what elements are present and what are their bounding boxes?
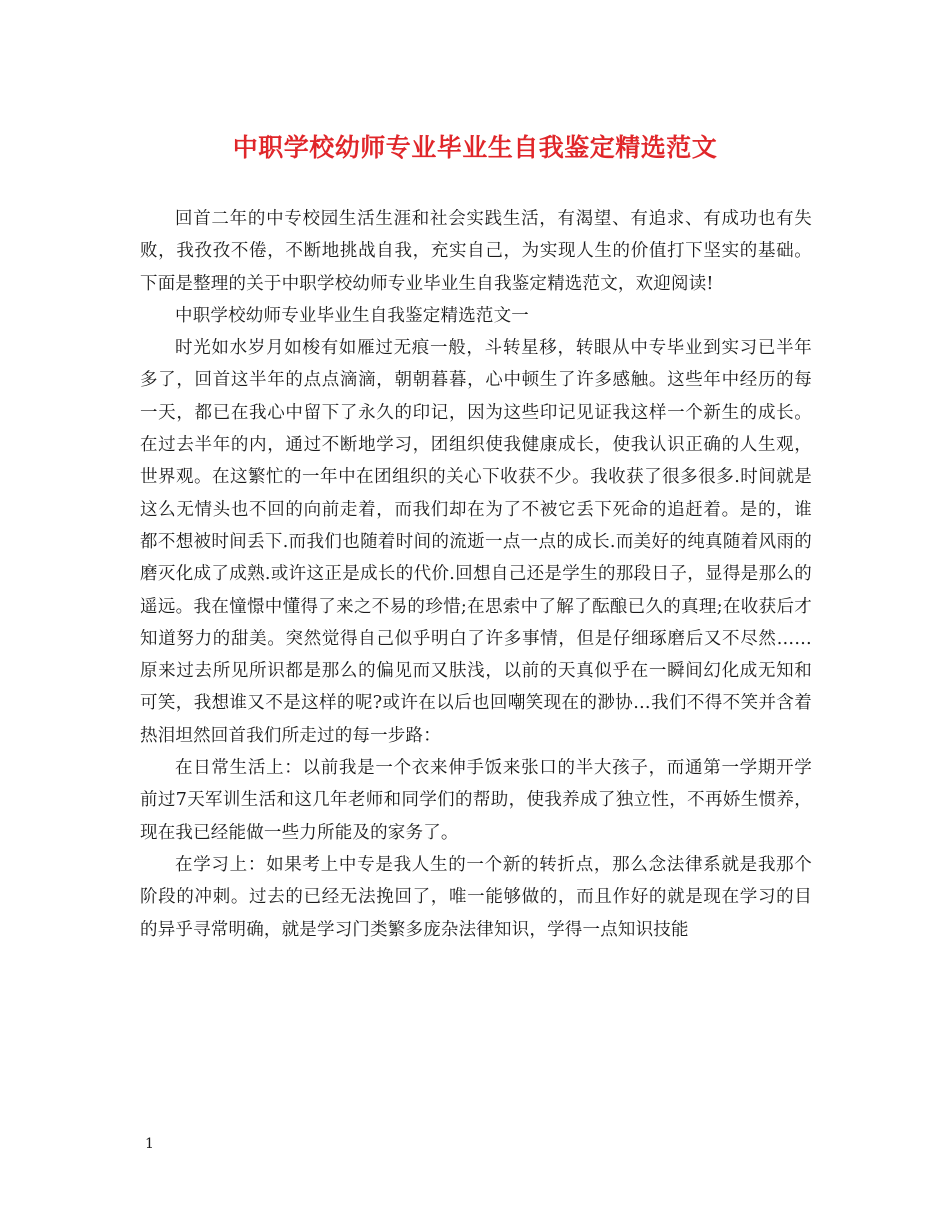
body-paragraph: 时光如水岁月如梭有如雁过无痕一般，斗转星移，转眼从中专毕业到实习已半年多了，回首这半年的点点滴滴，朝朝暮暮，心中顿生了许多感触。这些年中经历的每一天，都已在我心中留下了永久的印记，因为这些印记见证我这样一个新生的成长。在过去半年的内，通过不断地学习，团组织使我健康成长，使我认识正确的人生观，世界观。在这繁忙的一年中在团组织的关心下收获不少。我收获了很多很多.时间就是这么无情头也不回的向前走着，而我们却在为了不被它丢下死命的追赶着。是的，谁都不想被时间丢下.而我们也随着时间的流逝一点一点的成长.而美好的纯真随着风雨的磨灭化成了成熟.或许这正是成长的代价.回想自己还是学生的那段日子，显得是那么的遥远。我在憧憬中懂得了来之不易的珍惜;在思索中了解了酝酿已久的真理;在收获后才知道努力的甜美。突然觉得自己似乎明白了许多事情，但是仔细琢磨后又不尽然……原来过去所见所识都是那么的偏见而又肤浅，以前的天真似乎在一瞬间幻化成无知和可笑，我想谁又不是这样的呢?或许在以后也回嘲笑现在的渺协…我们不得不笑并含着热泪坦然回首我们所走过的每一步路： [140,338,812,746]
document-body [140,203,812,946]
document-title: 中职学校幼师专业毕业生自我鉴定精选范文 [232,133,718,162]
body-paragraph: 在学习上：如果考上中专是我人生的一个新的转折点，那么念法律系就是我那个阶段的冲刺。过去的已经无法挽回了，唯一能够做的，而且作好的就是现在学习的目的异乎寻常明确，就是学习门类繁多庞杂法律知识，学得一点知识技能 [140,854,812,940]
page-number: 1 [145,1136,154,1152]
body-paragraph: 在日常生活上：以前我是一个衣来伸手饭来张口的半大孩子，而通第一学期开学前过7天军训生活和这几年老师和同学们的帮助，使我养成了独立性，不再娇生惯养，现在我已经能做一些力所能及的家务了。 [140,758,812,843]
section-heading: 中职学校幼师专业毕业生自我鉴定精选范文一 [175,305,529,326]
intro-paragraph: 回首二年的中专校园生活生涯和社会实践生活，有渴望、有追求、有成功也有失败，我孜孜不倦，不断地挑战自我，充实自己，为实现人生的价值打下坚实的基础。下面是整理的关于中职学校幼师专业毕业生自我鉴定精选范文，欢迎阅读! [140,209,812,294]
